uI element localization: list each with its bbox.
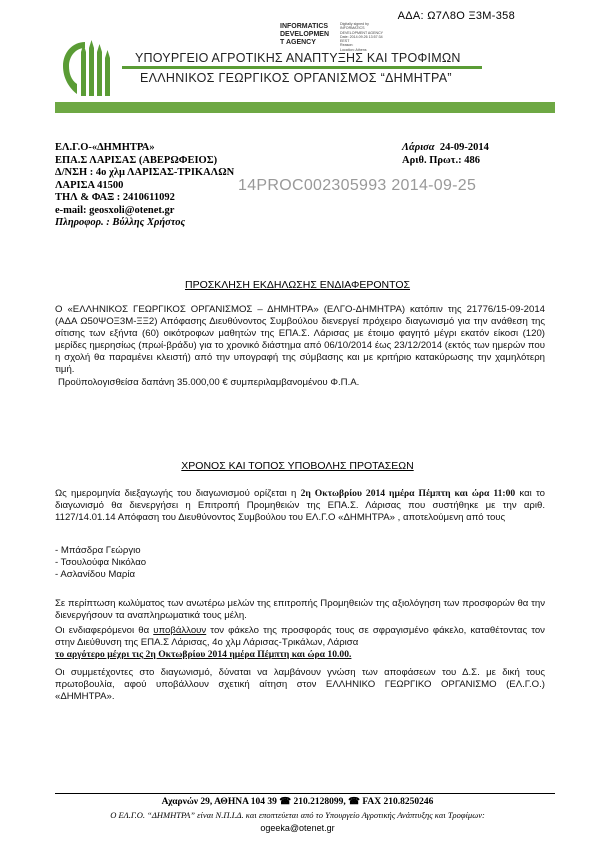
submission-deadline: το αργότερο μέχρι τις 2η Οκτωβρίου 2014 ημέρα Πέμπτη και ώρα 10.00. <box>55 649 352 660</box>
date-value: 24-09-2014 <box>439 142 489 153</box>
invitation-body: Ο «ΕΛΛΗΝΙΚΟΣ ΓΕΩΡΓΙΚΟΣ ΟΡΓΑΝΙΣΜΟΣ – ΔΗΜΗΤΡΑ» (ΕΛΓΟ-ΔΗΜΗΤΡΑ) κατόπιν της 21776/15-09-2014 (ΑΔΑ Ω50ΨΟΞ3Μ-ΞΞ2) Απόφασης Διευθύνοντος Συμβούλου διενεργεί πρόχειρο διαγωνισμό για την ανάθεση της σίτισης των εξήντα (60) οικότροφων μαθητών της ΕΠΑ.Σ. Λάρισας με έτοιμο φαγητό μέγρι εκατόν είκοσι (120) μερίδες ημερησίως (πρωί-βράδυ) για το χρονικό διάστημα από 06/10/2014 έως 23/12/2014 (εκτός των ημερών που η σχολή θα παραμένει κλειστή) από την υπογραφή της σύμβασης και με κριτήριο κατακύρωσης την χαμηλότερη τιμή. <box>55 304 545 375</box>
member-item: - Μπάσδρα Γεώργιο <box>55 545 141 556</box>
protocol-value: 486 <box>464 154 480 166</box>
member-item: - Ασλανίδου Μαρία <box>55 569 136 580</box>
signature-stamp-details <box>340 22 400 52</box>
budget-text: Προϋπολογισθείσα δαπάνη 35.000,00 € συμπεριλαμβανομένου Φ.Π.Α. <box>58 377 360 388</box>
stamp-detail: EEST <box>340 39 350 44</box>
procurement-id: 14PROC002305993 2014-09-25 <box>238 177 477 194</box>
ada-code: ΑΔΑ: Ω7Λ8Ο Ξ3Μ-358 <box>397 10 515 22</box>
member-item: - Τσουλούφα Νικόλαο <box>55 557 147 568</box>
section-title-submission: ΧΡΟΝΟΣ ΚΑΙ ΤΟΠΟΣ ΥΠΟΒΟΛΗΣ ΠΡΟΤΑΣΕΩΝ <box>181 460 414 472</box>
ministry-name: ΥΠΟΥΡΓΕΙΟ ΑΓΡΟΤΙΚΗΣ ΑΝΑΠΤΥΞΗΣ ΚΑΙ ΤΡΟΦΙΜΩΝ <box>135 51 461 65</box>
sender-line: Δ/ΝΣΗ : 4ο χλμ ΛΑΡΙΣΑΣ-ΤΡΙΚΑΛΩΝ <box>55 167 235 178</box>
text-run: τον φάκελο της προσφοράς τους σε σφραγισμένο φάκελο, καταθέτοντας τον στην Διεύθυνση της ΕΠΑ.Σ Λάρισας, 4ο χλμ Λάρισας-Τρικάλων, Λάρισα <box>55 625 545 648</box>
text-run: Ως ημερομηνία διεξαγωγής του διαγωνισμού ορίζεται η <box>55 488 301 499</box>
sender-email[interactable]: e-mail: geosxoli@otenet.gr <box>55 204 175 216</box>
text-run-underlined: υποβάλλουν <box>153 625 207 636</box>
footer-note: Ο ΕΛ.Γ.Ο. “ΔΗΜΗΤΡΑ” είναι Ν.Π.Ι.Δ. και εποπτεύεται από το Υπουργείο Αγροτικής Ανάπτυξης και Τροφίμων: <box>110 810 485 820</box>
stamp-detail: Date: 2014.09.26 13:57:34 <box>340 34 383 39</box>
sender-line: ΕΠΑ.Σ ΛΑΡΙΣΑΣ (ΑΒΕΡΩΦΕΙΟΣ) <box>55 154 218 166</box>
section-title-invitation: ΠΡΟΣΚΛΗΣΗ ΕΚΔΗΛΩΣΗΣ ΕΝΔΙΑΦΕΡΟΝΤΟΣ <box>184 279 411 291</box>
deadline-highlight: 2η Οκτωβρίου 2014 ημέρα Πέμπτη και ώρα 11:00 <box>300 488 516 499</box>
stamp-line: DEVELOPMEN <box>280 31 330 38</box>
committee-members <box>55 545 545 581</box>
footer-email[interactable]: ogeeka@otenet.gr <box>260 823 335 833</box>
submission-paragraph-4: Οι συμμετέχοντες στο διαγωνισμό, δύναται να λαμβάνουν γνώση των αποφάσεων του Δ.Σ. με δική τους πρωτοβουλία, αφού υποβάλλουν σχετική αίτηση στον ΕΛΛΗΝΙΚΟ ΓΕΩΡΓΙΚΟ ΟΡΓΑΝΙΣΜΟ (ΕΛ.Γ.Ο.) «ΔΗΜΗΤΡΑ». <box>55 667 545 702</box>
sender-line: ΛΑΡΙΣΑ 41500 <box>55 179 124 191</box>
footer-address: Αχαρνών 29, ΑΘΗΝΑ 104 39 ☎ 210.2128099, ☎ FAX 210.8250246 <box>161 797 434 807</box>
sender-line: ΤΗΛ & ΦΑΞ : 2410611092 <box>55 192 175 203</box>
text-run: Οι ενδιαφερόμενοι θα <box>55 625 154 636</box>
letterhead-divider <box>122 66 482 69</box>
sender-line: ΕΛ.Γ.Ο-«ΔΗΜΗΤΡΑ» <box>55 142 155 153</box>
stamp-line: INFORMATICS <box>280 23 329 30</box>
sender-block <box>55 142 234 230</box>
sender-contact: Πληροφορ. : Βύλλης Χρήστος <box>55 217 186 228</box>
submission-paragraph-3 <box>55 625 545 661</box>
letterhead-green-band <box>55 102 555 113</box>
stamp-detail: INFORMATICS <box>340 26 365 31</box>
protocol-label: Αριθ. Πρωτ.: <box>402 154 462 166</box>
organization-name: ΕΛΛΗΝΙΚΟΣ ΓΕΩΡΓΙΚΟΣ ΟΡΓΑΝΙΣΜΟΣ “ΔΗΜΗΤΡΑ” <box>140 71 452 85</box>
text-run: και το διαγωνισμό θα διενεργήσει η Επιτροπή Προμηθειών της ΕΠΑ.Σ. Λάρισας που συστήθηκε με την αριθ. 1127/14.01.14 Απόφαση του Διευθύνοντος Συμβούλου του ΕΛ.Γ.Ο «ΔΗΜΗΤΡΑ» , αποτελούμενη από τους <box>55 488 545 523</box>
signature-stamp-label <box>280 23 329 47</box>
date-protocol-block <box>402 142 489 167</box>
stamp-detail: Location: Athens <box>340 47 367 52</box>
stamp-detail: Reason: <box>340 43 354 48</box>
place-date <box>402 142 489 155</box>
stamp-line: T AGENCY <box>280 39 316 46</box>
footer-divider <box>55 793 555 794</box>
stamp-detail: DEVELOPMENT AGENCY <box>340 30 384 35</box>
protocol-number <box>402 155 489 168</box>
stamp-detail: Digitally signed by <box>340 22 369 26</box>
submission-paragraph-1 <box>55 488 545 524</box>
place-label: Λάρισα <box>402 142 435 153</box>
organization-logo-icon <box>55 38 115 100</box>
submission-paragraph-2: Σε περίπτωση κωλύματος των ανωτέρω μελών της επιτροπής Προμηθειών της αξιολόγηση των προσφορών θα την διενεργήσουν τα αναπληρωματικά τους μέλη. <box>55 598 545 621</box>
